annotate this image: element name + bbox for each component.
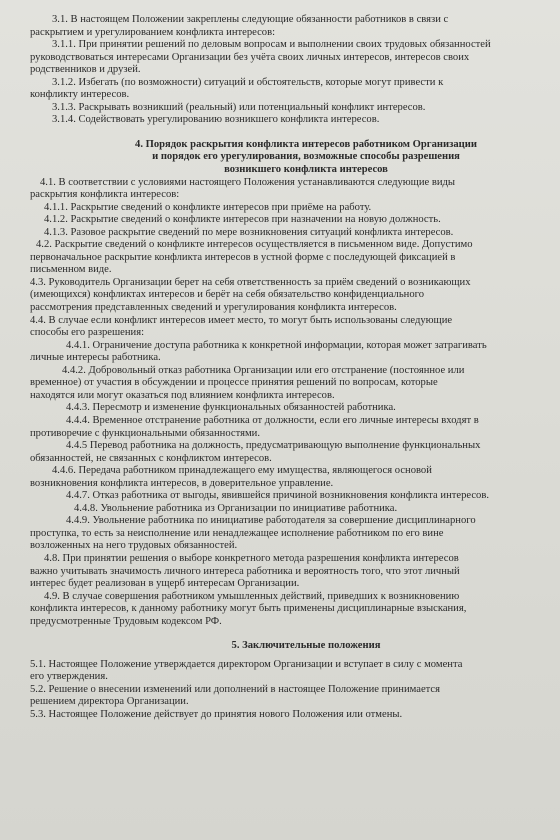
section-heading-line: возникшего конфликта интересов — [224, 164, 388, 176]
paragraph-line: 5.1. Настоящее Положение утверждается директором Организации и вступает в силу с момента — [30, 658, 463, 670]
section-4-body — [30, 177, 542, 629]
paragraph-line: 4.4.9. Увольнение работника по инициативе работодателя за совершение дисциплинарного — [66, 515, 476, 527]
section-5-heading: 5. Заключительные положения — [231, 640, 381, 652]
paragraph-line: 4.4. В случае если конфликт интересов имеет место, то могут быть использованы следующие — [30, 314, 453, 326]
paragraph-line: письменном виде. — [30, 264, 112, 276]
section-5-body — [30, 659, 542, 722]
paragraph-line: личные интересы работника. — [30, 352, 161, 364]
paragraph-line: 5.3. Настоящее Положение действует до принятия нового Положения или отмены. — [30, 708, 403, 720]
paragraph-line: 4.1.1. Раскрытие сведений о конфликте интересов при приёме на работу. — [44, 201, 372, 213]
paragraph-line: 4.4.3. Пересмотр и изменение функциональных обязанностей работника. — [66, 402, 396, 414]
paragraph-line: решением директора Организации. — [30, 696, 189, 708]
paragraph-line: 5.2. Решение о внесении изменений или дополнений в настоящее Положение принимается — [30, 683, 440, 695]
paragraph-line: находятся или могут оказаться под влиянием конфликта интересов. — [30, 389, 335, 401]
paragraph-line: 4.4.7. Отказ работника от выгоды, явившейся причиной возникновения конфликта интересов. — [66, 490, 489, 502]
paragraph-line: раскрытия конфликта интересов: — [30, 189, 180, 201]
paragraph-line: 4.3. Руководитель Организации берет на себя ответственность за приём сведений о возникающих — [30, 276, 471, 288]
paragraph-line: проступка, то есть за неисполнение или ненадлежащее исполнение работником по его вине — [30, 527, 444, 539]
paragraph-line: 4.4.6. Передача работником принадлежащего ему имущества, являющегося основой — [52, 465, 432, 477]
paragraph-line: 4.4.1. Ограничение доступа работника к конкретной информации, которая может затрагивать — [66, 339, 487, 351]
paragraph-line: родственников и друзей. — [30, 64, 141, 76]
paragraph-line: важно учитывать значимость личного интереса работника и вероятность того, что этот личный — [30, 565, 460, 577]
paragraph-line: 4.4.8. Увольнение работника из Организации по инициативе работника. — [74, 502, 398, 514]
paragraph-line: временное) от участия в обсуждении и процессе принятия решений по вопросам, которые — [30, 377, 438, 389]
paragraph-line: рассмотрения представленных сведений и урегулирования конфликта интересов. — [30, 302, 397, 314]
paragraph-line: 3.1.3. Раскрывать возникший (реальный) или потенциальный конфликт интересов. — [52, 101, 426, 113]
paragraph-line: интерес будет реализован в ущерб интересам Организации. — [30, 578, 300, 590]
paragraph-line: конфликту интересов. — [30, 89, 130, 101]
paragraph-line: 4.2. Раскрытие сведений о конфликте интересов осуществляется в письменном виде. Допустимо — [36, 239, 473, 251]
paragraph-line: 4.1.2. Раскрытие сведений о конфликте интересов при назначении на новую должность. — [44, 214, 441, 226]
paragraph-line: 4.1.3. Разовое раскрытие сведений по мере возникновения ситуаций конфликта интересов. — [44, 226, 454, 238]
paragraph-line: обязанностей, не связанных с конфликтом интересов. — [30, 452, 272, 464]
paragraph-line: 4.4.5 Перевод работника на должность, предусматривающую выполнение функциональных — [66, 440, 481, 452]
paragraph-line: конфликта интересов, к данному работнику могут быть применены дисциплинарные взыскания, — [30, 603, 467, 615]
paragraph-line: 4.1. В соответствии с условиями настоящего Положения устанавливаются следующие виды — [40, 176, 456, 188]
section-3-body — [30, 14, 542, 127]
paragraph-line: 3.1. В настоящем Положении закреплены следующие обязанности работников в связи с — [52, 14, 449, 25]
paragraph-line: (имеющихся) конфликтах интересов и берёт на себя обязательство конфиденциального — [30, 289, 424, 301]
section-heading-line: и порядок его урегулирования, возможные способы разрешения — [152, 151, 460, 163]
paragraph-line: 4.4.4. Временное отстранение работника от должности, если его личные интересы входят в — [66, 414, 479, 426]
paragraph-line: его утверждения. — [30, 671, 108, 683]
paragraph-line: первоначальное раскрытие конфликта интересов в устной форме с последующей фиксацией в — [30, 251, 456, 263]
paragraph-line: 4.9. В случае совершения работником умышленных действий, приведших к возникновению — [44, 590, 460, 602]
paragraph-line: возникновения конфликта интересов, в доверительное управление. — [30, 477, 334, 489]
paragraph-line: раскрытием и урегулированием конфликта интересов: — [30, 26, 276, 38]
paragraph-line: 3.1.1. При принятии решений по деловым вопросам и выполнении своих трудовых обязанностей — [52, 39, 491, 51]
paragraph-line: возложенных на него трудовых обязанностей. — [30, 540, 238, 552]
section-4-heading — [30, 139, 542, 177]
paragraph-line: предусмотренные Трудовым кодексом РФ. — [30, 615, 222, 627]
paragraph-line: противоречие с функциональными обязанностями. — [30, 427, 260, 439]
paragraph-line: 3.1.4. Содействовать урегулированию возникшего конфликта интересов. — [52, 114, 380, 126]
paragraph-line: руководствоваться интересами Организации без учёта своих личных интересов, интересов своих — [30, 51, 470, 63]
paragraph-line: 4.8. При принятии решения о выборе конкретного метода разрешения конфликта интересов — [44, 552, 459, 564]
section-heading-line: 4. Порядок раскрытия конфликта интересов работником Организации — [135, 138, 477, 150]
paragraph-line: 4.4.2. Добровольный отказ работника Организации или его отстранение (постоянное или — [62, 364, 465, 376]
paragraph-line: способы его разрешения: — [30, 327, 145, 339]
paragraph-line: 3.1.2. Избегать (по возможности) ситуаций и обстоятельств, которые могут привести к — [52, 76, 444, 88]
